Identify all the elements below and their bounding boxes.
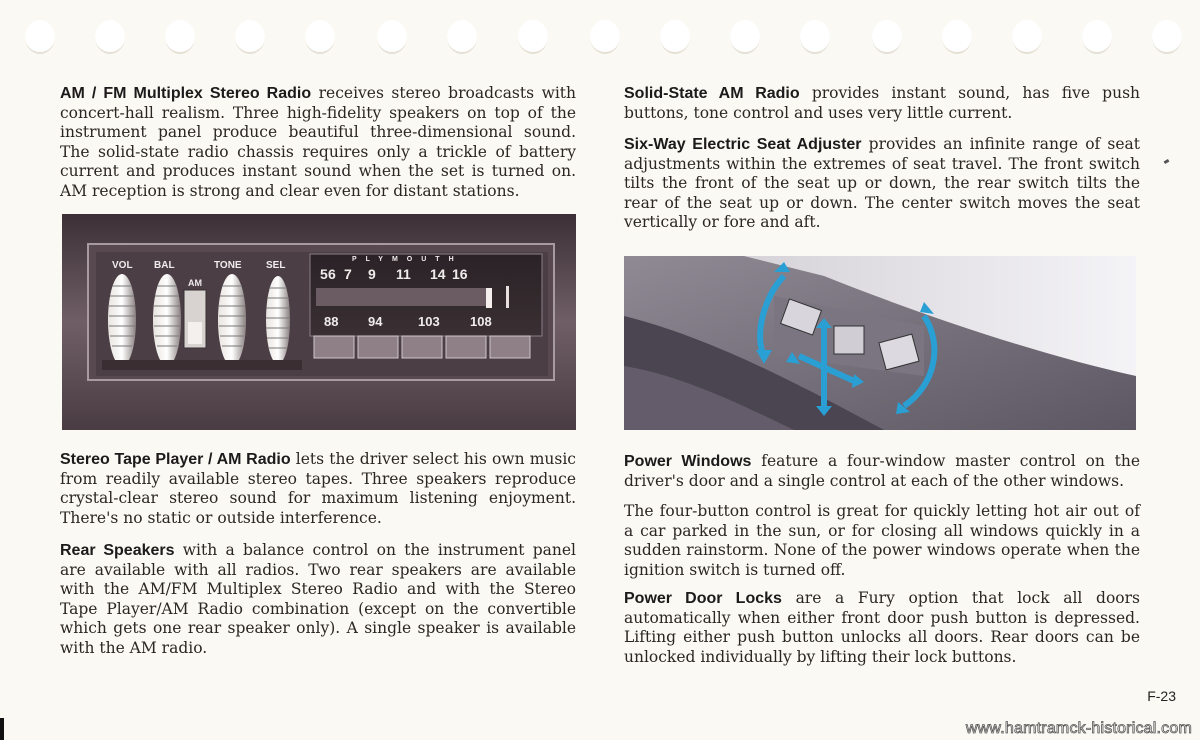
rear-speakers-body: with a balance control on the instrument panel are available with all radios. Two rear speakers are available with the AM/FM Multiplex Stereo Radio and with the Stereo Tape Player/AM Radio combination (except on the convertible which gets one rear speaker only). A single speaker is available with the AM radio. — [60, 541, 576, 657]
binder-hole — [872, 20, 902, 54]
am-scale-label: 9 — [368, 266, 376, 282]
binder-hole — [447, 20, 477, 54]
seat-switch — [834, 326, 864, 354]
page-number: F-23 — [1147, 688, 1176, 704]
stereo-radio-paragraph — [60, 84, 576, 202]
rear-speakers-heading: Rear Speakers — [60, 542, 175, 559]
binder-hole — [165, 20, 195, 54]
power-windows-section — [624, 452, 1140, 581]
am-scale-label: 6 — [328, 266, 336, 282]
fm-scale-label: 108 — [470, 314, 492, 329]
binder-hole — [25, 20, 55, 54]
knob-label: TONE — [214, 260, 242, 271]
page-edge-mark — [0, 718, 4, 740]
binder-hole — [1082, 20, 1112, 54]
stereo-radio-heading: AM / FM Multiplex Stereo Radio — [60, 85, 312, 102]
radio-figure — [62, 214, 576, 430]
am-scale-label: 16 — [452, 266, 468, 282]
binder-hole — [942, 20, 972, 54]
margin-tick — [1164, 159, 1170, 164]
binder-holes — [0, 20, 1200, 60]
door-locks-body: are a Fury option that lock all doors automatically when either front door push button is depressed. Lifting either push button unlocks all doors. Rear doors can be unlocked individually by lifting their lock buttons. — [624, 589, 1140, 666]
seat-adjuster-paragraph — [624, 135, 1140, 233]
am-scale-label: 7 — [344, 266, 352, 282]
binder-hole — [305, 20, 335, 54]
site-watermark: www.hamtramck-historical.com — [965, 720, 1192, 737]
am-radio-body: provides instant sound, has five push buttons, tone control and uses very little current. — [624, 84, 1141, 122]
binder-hole — [1152, 20, 1182, 54]
am-scale-label: 5 — [320, 266, 328, 282]
binder-hole — [730, 20, 760, 54]
knob-label: VOL — [112, 260, 133, 271]
am-radio-section — [624, 84, 1140, 123]
door-locks-heading: Power Door Locks — [624, 590, 782, 607]
am-radio-heading: Solid-State AM Radio — [624, 85, 800, 102]
am-scale-label: 11 — [396, 266, 411, 282]
binder-hole — [660, 20, 690, 54]
binder-hole — [95, 20, 125, 54]
power-windows-paragraph-2: The four-button control is great for quickly letting hot air out of a car parked in the sun, or for closing all windows quickly in a sudden rainstorm. None of the power windows operate when the ignition switch is turned off. — [624, 502, 1140, 579]
binder-hole — [377, 20, 407, 54]
seat-adjuster-illustration — [624, 256, 1136, 430]
am-scale-label: 14 — [430, 266, 446, 282]
radio-labels — [62, 214, 576, 430]
stereo-radio-section — [60, 84, 576, 202]
binder-hole — [590, 20, 620, 54]
binder-hole — [1012, 20, 1042, 54]
seat-adjuster-figure — [624, 256, 1136, 430]
door-locks-section — [624, 589, 1140, 667]
tape-player-section — [60, 450, 576, 528]
seat-adjuster-body: provides an infinite range of seat adjustments within the extremes of seat travel. The front switch tilts the front of the seat up or down, the rear switch tilts the rear of the seat up or down. The center switch moves the seat vertically or fore and aft. — [624, 135, 1140, 232]
fm-scale-label: 94 — [368, 314, 383, 329]
fm-scale-label: 88 — [324, 314, 339, 329]
am-label: AM — [188, 278, 202, 288]
seat-adjuster-heading: Six-Way Electric Seat Adjuster — [624, 136, 862, 153]
rear-speakers-paragraph — [60, 541, 576, 659]
binder-hole — [518, 20, 548, 54]
seat-adjuster-section — [624, 135, 1140, 233]
binder-hole — [235, 20, 265, 54]
binder-hole — [800, 20, 830, 54]
stereo-radio-body: receives stereo broadcasts with concert-hall realism. Three high-fidelity speakers on top of the instrument panel produce beautiful three-dimensional sound. The solid-state radio chassis requires only a trickle of battery current and produces instant sound when the set is turned on. AM reception is strong and clear even for distant stations. — [60, 84, 577, 200]
fm-scale-label: 103 — [418, 314, 440, 329]
door-locks-paragraph — [624, 589, 1140, 667]
tape-player-heading: Stereo Tape Player / AM Radio — [60, 451, 291, 468]
am-radio-paragraph — [624, 84, 1140, 123]
rear-speakers-section — [60, 541, 576, 659]
power-windows-body: feature a four-window master control on the driver's door and a single control at each of the other windows. — [624, 452, 1141, 490]
brand-label: PLYMOUTH — [352, 256, 463, 263]
tape-player-body: lets the driver select his own music from readily available stereo tapes. Three speakers reproduce crystal-clear stereo sound for maximum listening enjoyment. There's no static or outside interference. — [60, 450, 576, 527]
power-windows-heading: Power Windows — [624, 453, 752, 470]
tape-player-paragraph — [60, 450, 576, 528]
knob-label: SEL — [266, 260, 286, 271]
power-windows-paragraph — [624, 452, 1140, 491]
knob-label: BAL — [154, 260, 175, 271]
